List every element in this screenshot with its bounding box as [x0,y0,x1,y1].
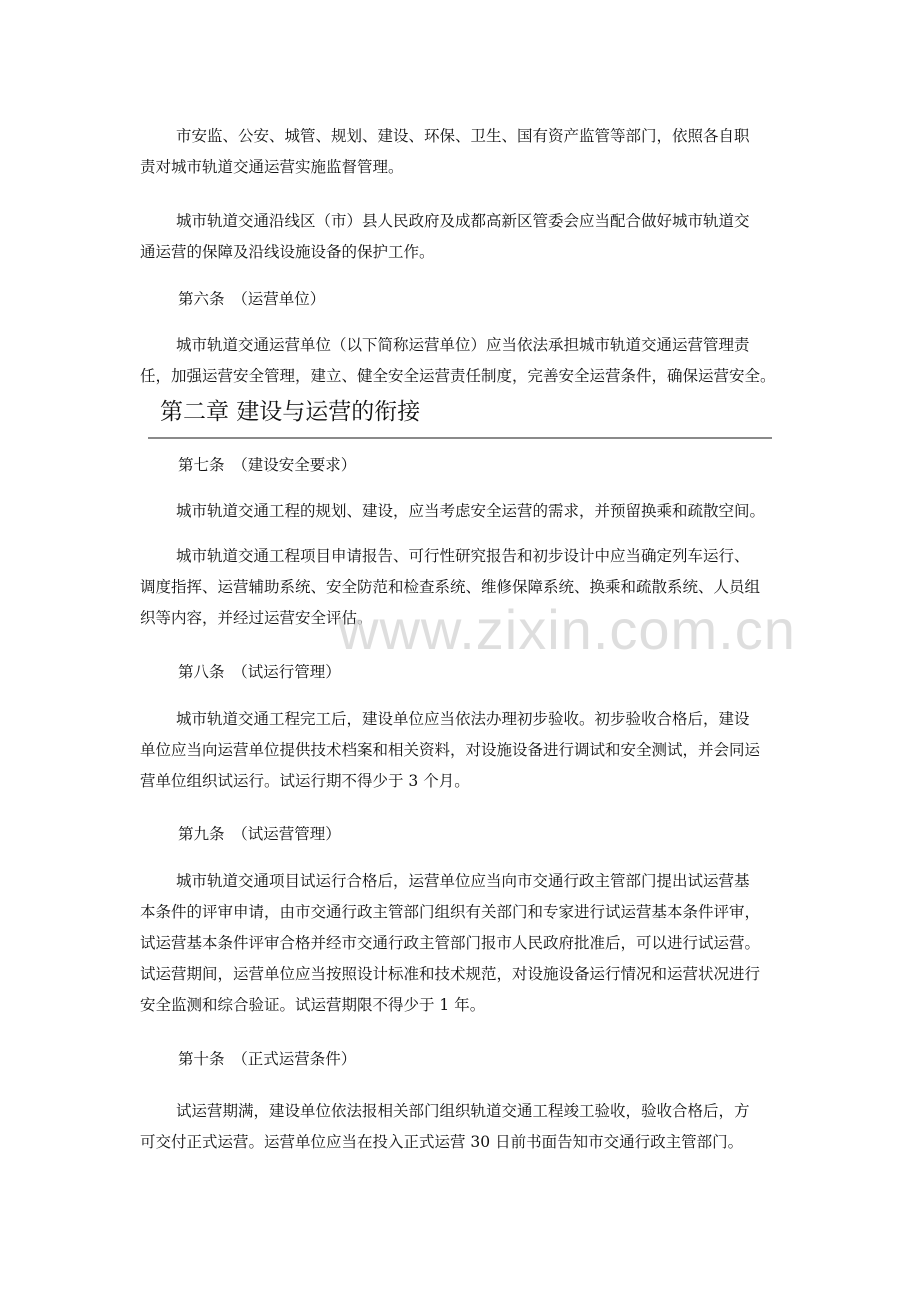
text-line: 安全监测和综合验证。试运营期限不得少于 1 年。 [140,996,486,1014]
text-line: 城市轨道交通运营单位（以下简称运营单位）应当依法承担城市轨道交通运营管理责 [176,336,750,354]
text-line: 试运营期间，运营单位应当按照设计标准和技术规范，对设施设备运行情况和运营状况进行 [140,965,761,983]
article-10-body [140,1096,790,1158]
text-line: 责对城市轨道交通运营实施监督管理。 [140,158,404,176]
text-line: 城市轨道交通工程完工后，建设单位应当依法办理初步验收。初步验收合格后，建设 [176,710,750,728]
text-line: 营单位组织试运行。试运行期不得少于 3 个月。 [140,772,470,790]
text-line: 调度指挥、运营辅助系统、安全防范和检查系统、维修保障系统、换乘和疏散系统、人员组 [140,578,761,596]
text-line: 本条件的评审申请，由市交通行政主管部门组织有关部门和专家进行试运营基本条件评审， [140,903,761,921]
text-line: 城市轨道交通项目试运行合格后，运营单位应当向市交通行政主管部门提出试运营基 [176,872,750,890]
article-9-body [140,866,790,1021]
article-6-body [140,330,790,392]
chapter-divider [148,437,772,439]
chapter-2-title: 第二章 建设与运营的衔接 [160,399,421,425]
article-8-heading: 第八条 （试运行管理） [178,663,341,681]
text-line: 通运营的保障及沿线设施设备的保护工作。 [140,243,435,261]
article-10-heading: 第十条 （正式运营条件） [178,1050,357,1068]
text-line: 试运营期满，建设单位依法报相关部门组织轨道交通工程竣工验收，验收合格后，方 [176,1102,750,1120]
text-line: 城市轨道交通沿线区（市）县人民政府及成都高新区管委会应当配合做好城市轨道交 [176,212,750,230]
text-line: 城市轨道交通工程的规划、建设，应当考虑安全运营的需求，并预留换乘和疏散空间。 [176,502,766,520]
text-line: 织等内容，并经过运营安全评估。 [140,609,373,627]
paragraph-district-governments [140,206,790,268]
article-7-body-1 [140,496,790,527]
article-6-heading: 第六条 （运营单位） [178,290,326,308]
paragraph-supervision-departments [140,121,790,183]
article-7-heading: 第七条 （建设安全要求） [178,456,357,474]
article-9-heading: 第九条 （试运营管理） [178,825,341,843]
text-line: 任，加强运营安全管理，建立、健全安全运营责任制度，完善安全运营条件，确保运营安全。 [140,367,776,385]
site-watermark: www.zixin.com.cn [338,598,796,661]
text-line: 市安监、公安、城管、规划、建设、环保、卫生、国有资产监管等部门，依照各自职 [176,127,750,145]
text-line: 单位应当向运营单位提供技术档案和相关资料，对设施设备进行调试和安全测试，并会同运 [140,741,761,759]
text-line: 城市轨道交通工程项目申请报告、可行性研究报告和初步设计中应当确定列车运行、 [176,547,750,565]
text-line: 可交付正式运营。运营单位应当在投入正式运营 30 日前书面告知市交通行政主管部门。 [140,1133,744,1151]
text-line: 试运营基本条件评审合格并经市交通行政主管部门报市人民政府批准后，可以进行试运营。 [140,934,761,952]
article-8-body [140,704,790,797]
